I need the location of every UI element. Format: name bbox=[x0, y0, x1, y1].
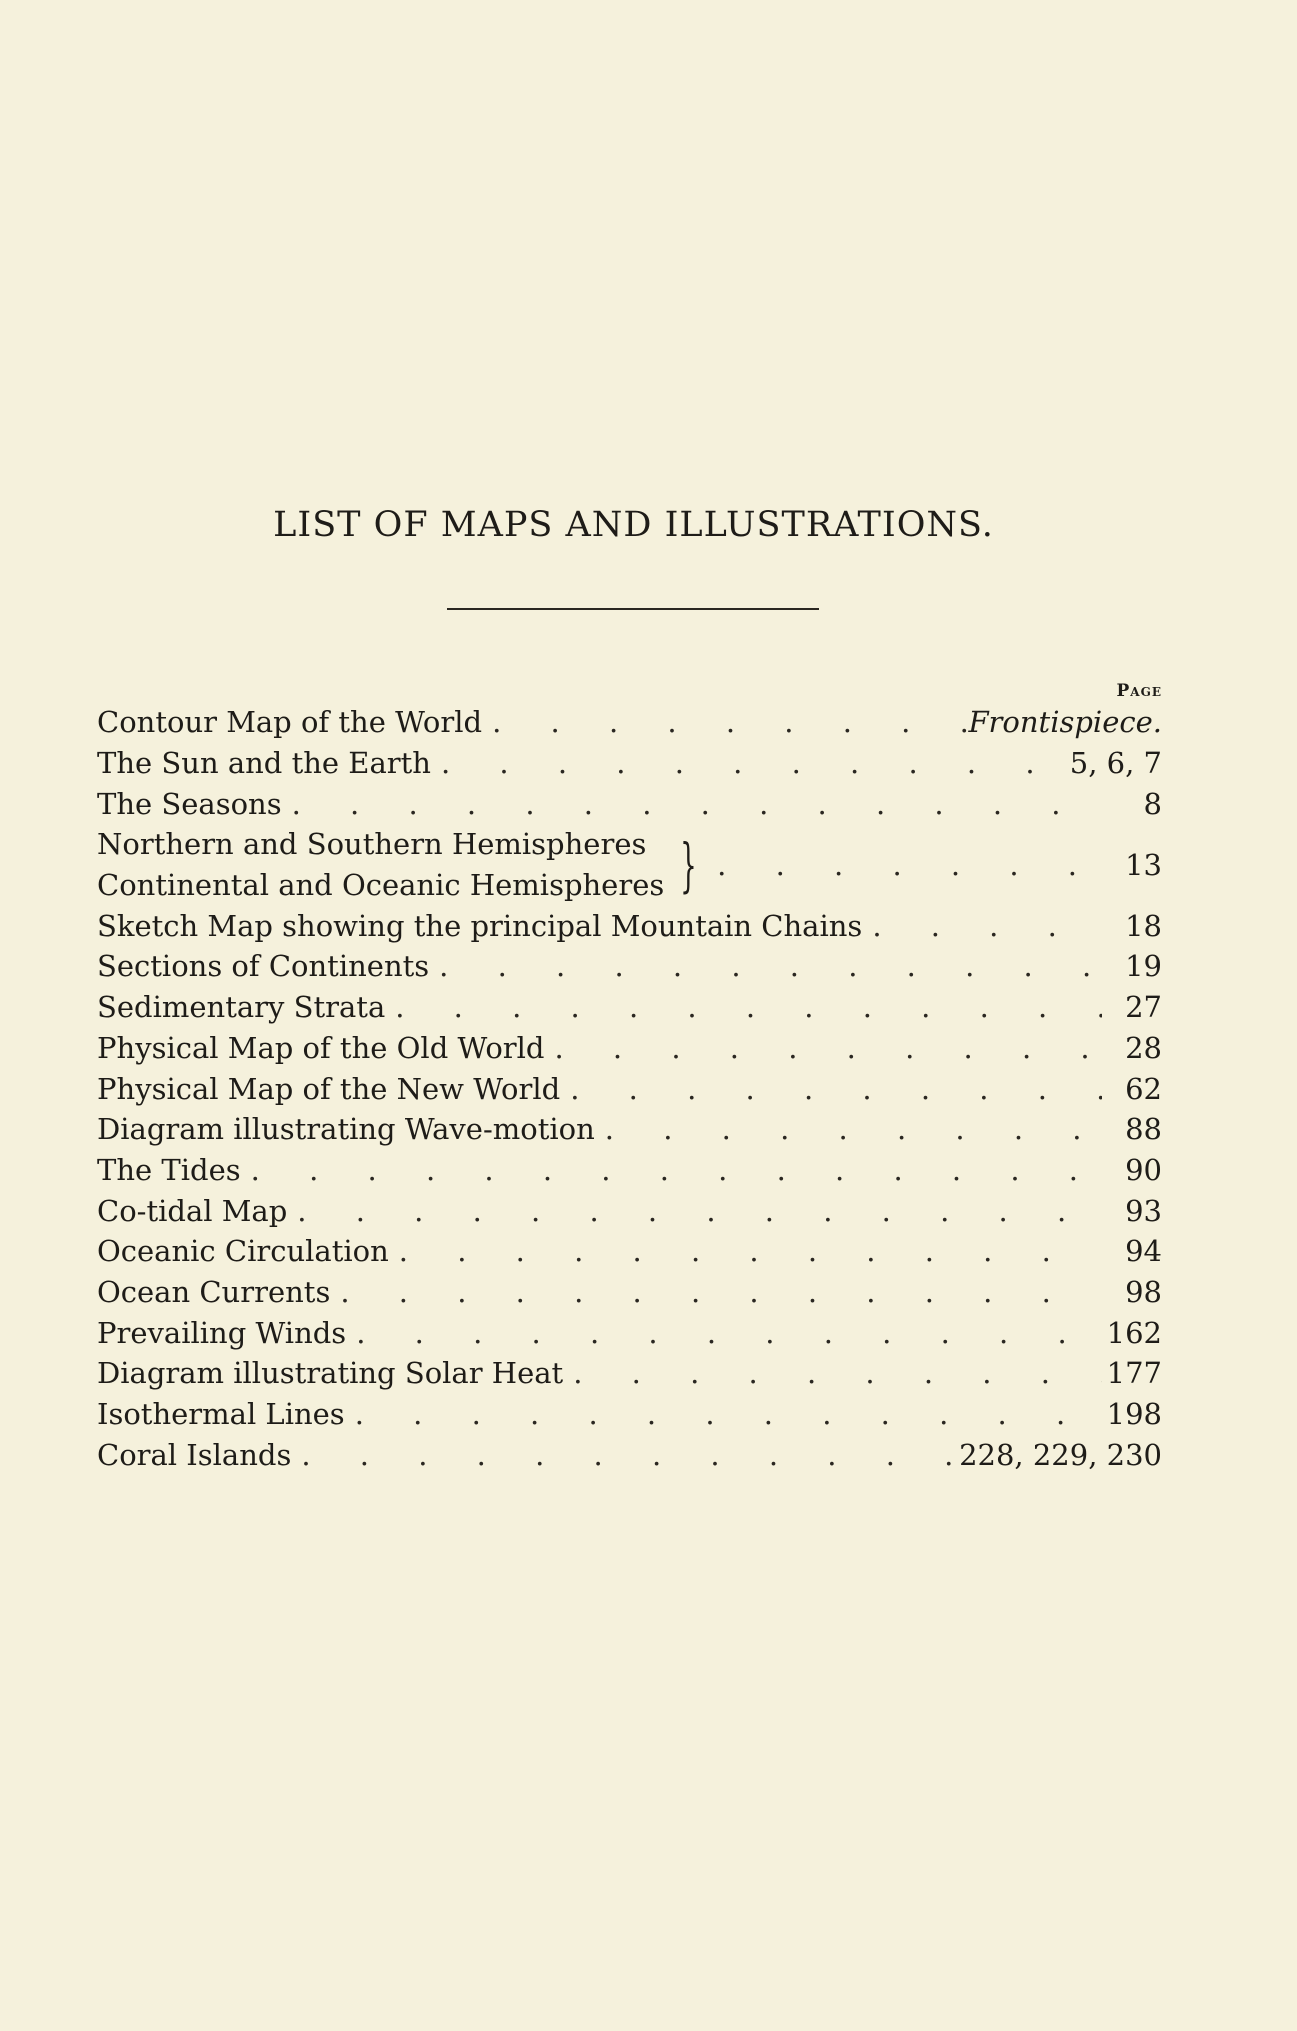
entry-title: Contour Map of the World bbox=[97, 705, 483, 740]
entry-page: 228, 229, 230 bbox=[959, 1437, 1162, 1472]
entry-page: 90 bbox=[1125, 1152, 1162, 1187]
dot-leader bbox=[429, 949, 1102, 983]
list-item bbox=[97, 783, 1162, 824]
entry-title: Ocean Currents bbox=[97, 1274, 331, 1309]
list-item bbox=[97, 1150, 1162, 1191]
list-item bbox=[97, 1353, 1162, 1394]
dot-leader bbox=[431, 746, 1070, 780]
entry-title: Oceanic Circulation bbox=[97, 1234, 389, 1269]
list-item bbox=[97, 743, 1162, 784]
title-divider bbox=[447, 608, 819, 610]
entry-title: Prevailing Winds bbox=[97, 1315, 347, 1350]
entry-page: 94 bbox=[1125, 1234, 1162, 1269]
list-item bbox=[97, 1272, 1162, 1313]
list-item-group bbox=[97, 824, 1162, 905]
entry-title: Sedimentary Strata bbox=[97, 990, 386, 1025]
list-item bbox=[97, 987, 1162, 1028]
list-item bbox=[97, 1394, 1162, 1435]
entry-title: Sketch Map showing the principal Mountain Chains bbox=[97, 908, 863, 943]
list-item bbox=[97, 1109, 1162, 1150]
entry-title: Northern and Southern Hemispheres bbox=[97, 827, 647, 862]
dot-leader bbox=[282, 787, 1102, 821]
entry-title: Continental and Oceanic Hemispheres bbox=[97, 867, 665, 902]
contents-list bbox=[97, 702, 1162, 1475]
dot-leader bbox=[346, 1316, 1102, 1350]
page-title: LIST OF MAPS AND ILLUSTRATIONS. bbox=[273, 505, 994, 545]
list-item bbox=[97, 1312, 1162, 1353]
brace-icon: } bbox=[680, 830, 698, 899]
entry-title: The Sun and the Earth bbox=[97, 746, 431, 781]
entry-page: 88 bbox=[1125, 1112, 1162, 1147]
dot-leader bbox=[330, 1275, 1102, 1309]
dot-leader bbox=[544, 1031, 1102, 1065]
entry-page: 28 bbox=[1125, 1030, 1162, 1065]
entry-title: The Tides bbox=[97, 1152, 241, 1187]
entry-page: 8 bbox=[1143, 786, 1162, 821]
list-item bbox=[97, 1434, 1162, 1475]
entry-page: Frontispiece. bbox=[968, 705, 1162, 740]
entry-title: Physical Map of the New World bbox=[97, 1071, 561, 1106]
dot-leader bbox=[563, 1356, 1102, 1390]
list-item bbox=[97, 905, 1162, 946]
entry-page: 162 bbox=[1106, 1315, 1162, 1350]
list-item bbox=[97, 946, 1162, 987]
dot-leader bbox=[389, 1234, 1102, 1268]
dot-leader bbox=[862, 909, 1102, 943]
dot-leader bbox=[287, 1194, 1102, 1228]
entry-title: Coral Islands bbox=[97, 1437, 292, 1472]
list-item bbox=[97, 1068, 1162, 1109]
dot-leader bbox=[241, 1153, 1102, 1187]
list-item bbox=[97, 1190, 1162, 1231]
entry-title: Isothermal Lines bbox=[97, 1397, 345, 1432]
dot-leader bbox=[291, 1438, 959, 1472]
dot-leader bbox=[560, 1072, 1102, 1106]
entry-page: 62 bbox=[1125, 1071, 1162, 1106]
dot-leader bbox=[595, 1112, 1102, 1146]
entry-title: Diagram illustrating Wave-motion bbox=[97, 1112, 595, 1147]
list-item bbox=[97, 1231, 1162, 1272]
entry-page: 19 bbox=[1125, 949, 1162, 984]
entry-title: Sections of Continents bbox=[97, 949, 430, 984]
dot-leader bbox=[385, 990, 1102, 1024]
entry-title: Physical Map of the Old World bbox=[97, 1030, 545, 1065]
grouped-titles bbox=[97, 824, 664, 905]
entry-title: The Seasons bbox=[97, 786, 282, 821]
entry-page: 27 bbox=[1125, 990, 1162, 1025]
dot-leader bbox=[482, 705, 968, 739]
dot-leader bbox=[707, 848, 1102, 882]
entry-page: 198 bbox=[1106, 1397, 1162, 1432]
entry-page: 13 bbox=[1125, 847, 1162, 882]
entry-page: 18 bbox=[1125, 908, 1162, 943]
list-item bbox=[97, 1028, 1162, 1069]
entry-page: 98 bbox=[1125, 1274, 1162, 1309]
entry-page: 177 bbox=[1106, 1356, 1162, 1391]
entry-title: Co-tidal Map bbox=[97, 1193, 288, 1228]
entry-title: Diagram illustrating Solar Heat bbox=[97, 1356, 564, 1391]
entry-page: 5, 6, 7 bbox=[1069, 746, 1162, 781]
list-item bbox=[97, 702, 1162, 743]
entry-page: 93 bbox=[1125, 1193, 1162, 1228]
page-column-label: Page bbox=[1116, 681, 1162, 701]
dot-leader bbox=[345, 1397, 1102, 1431]
